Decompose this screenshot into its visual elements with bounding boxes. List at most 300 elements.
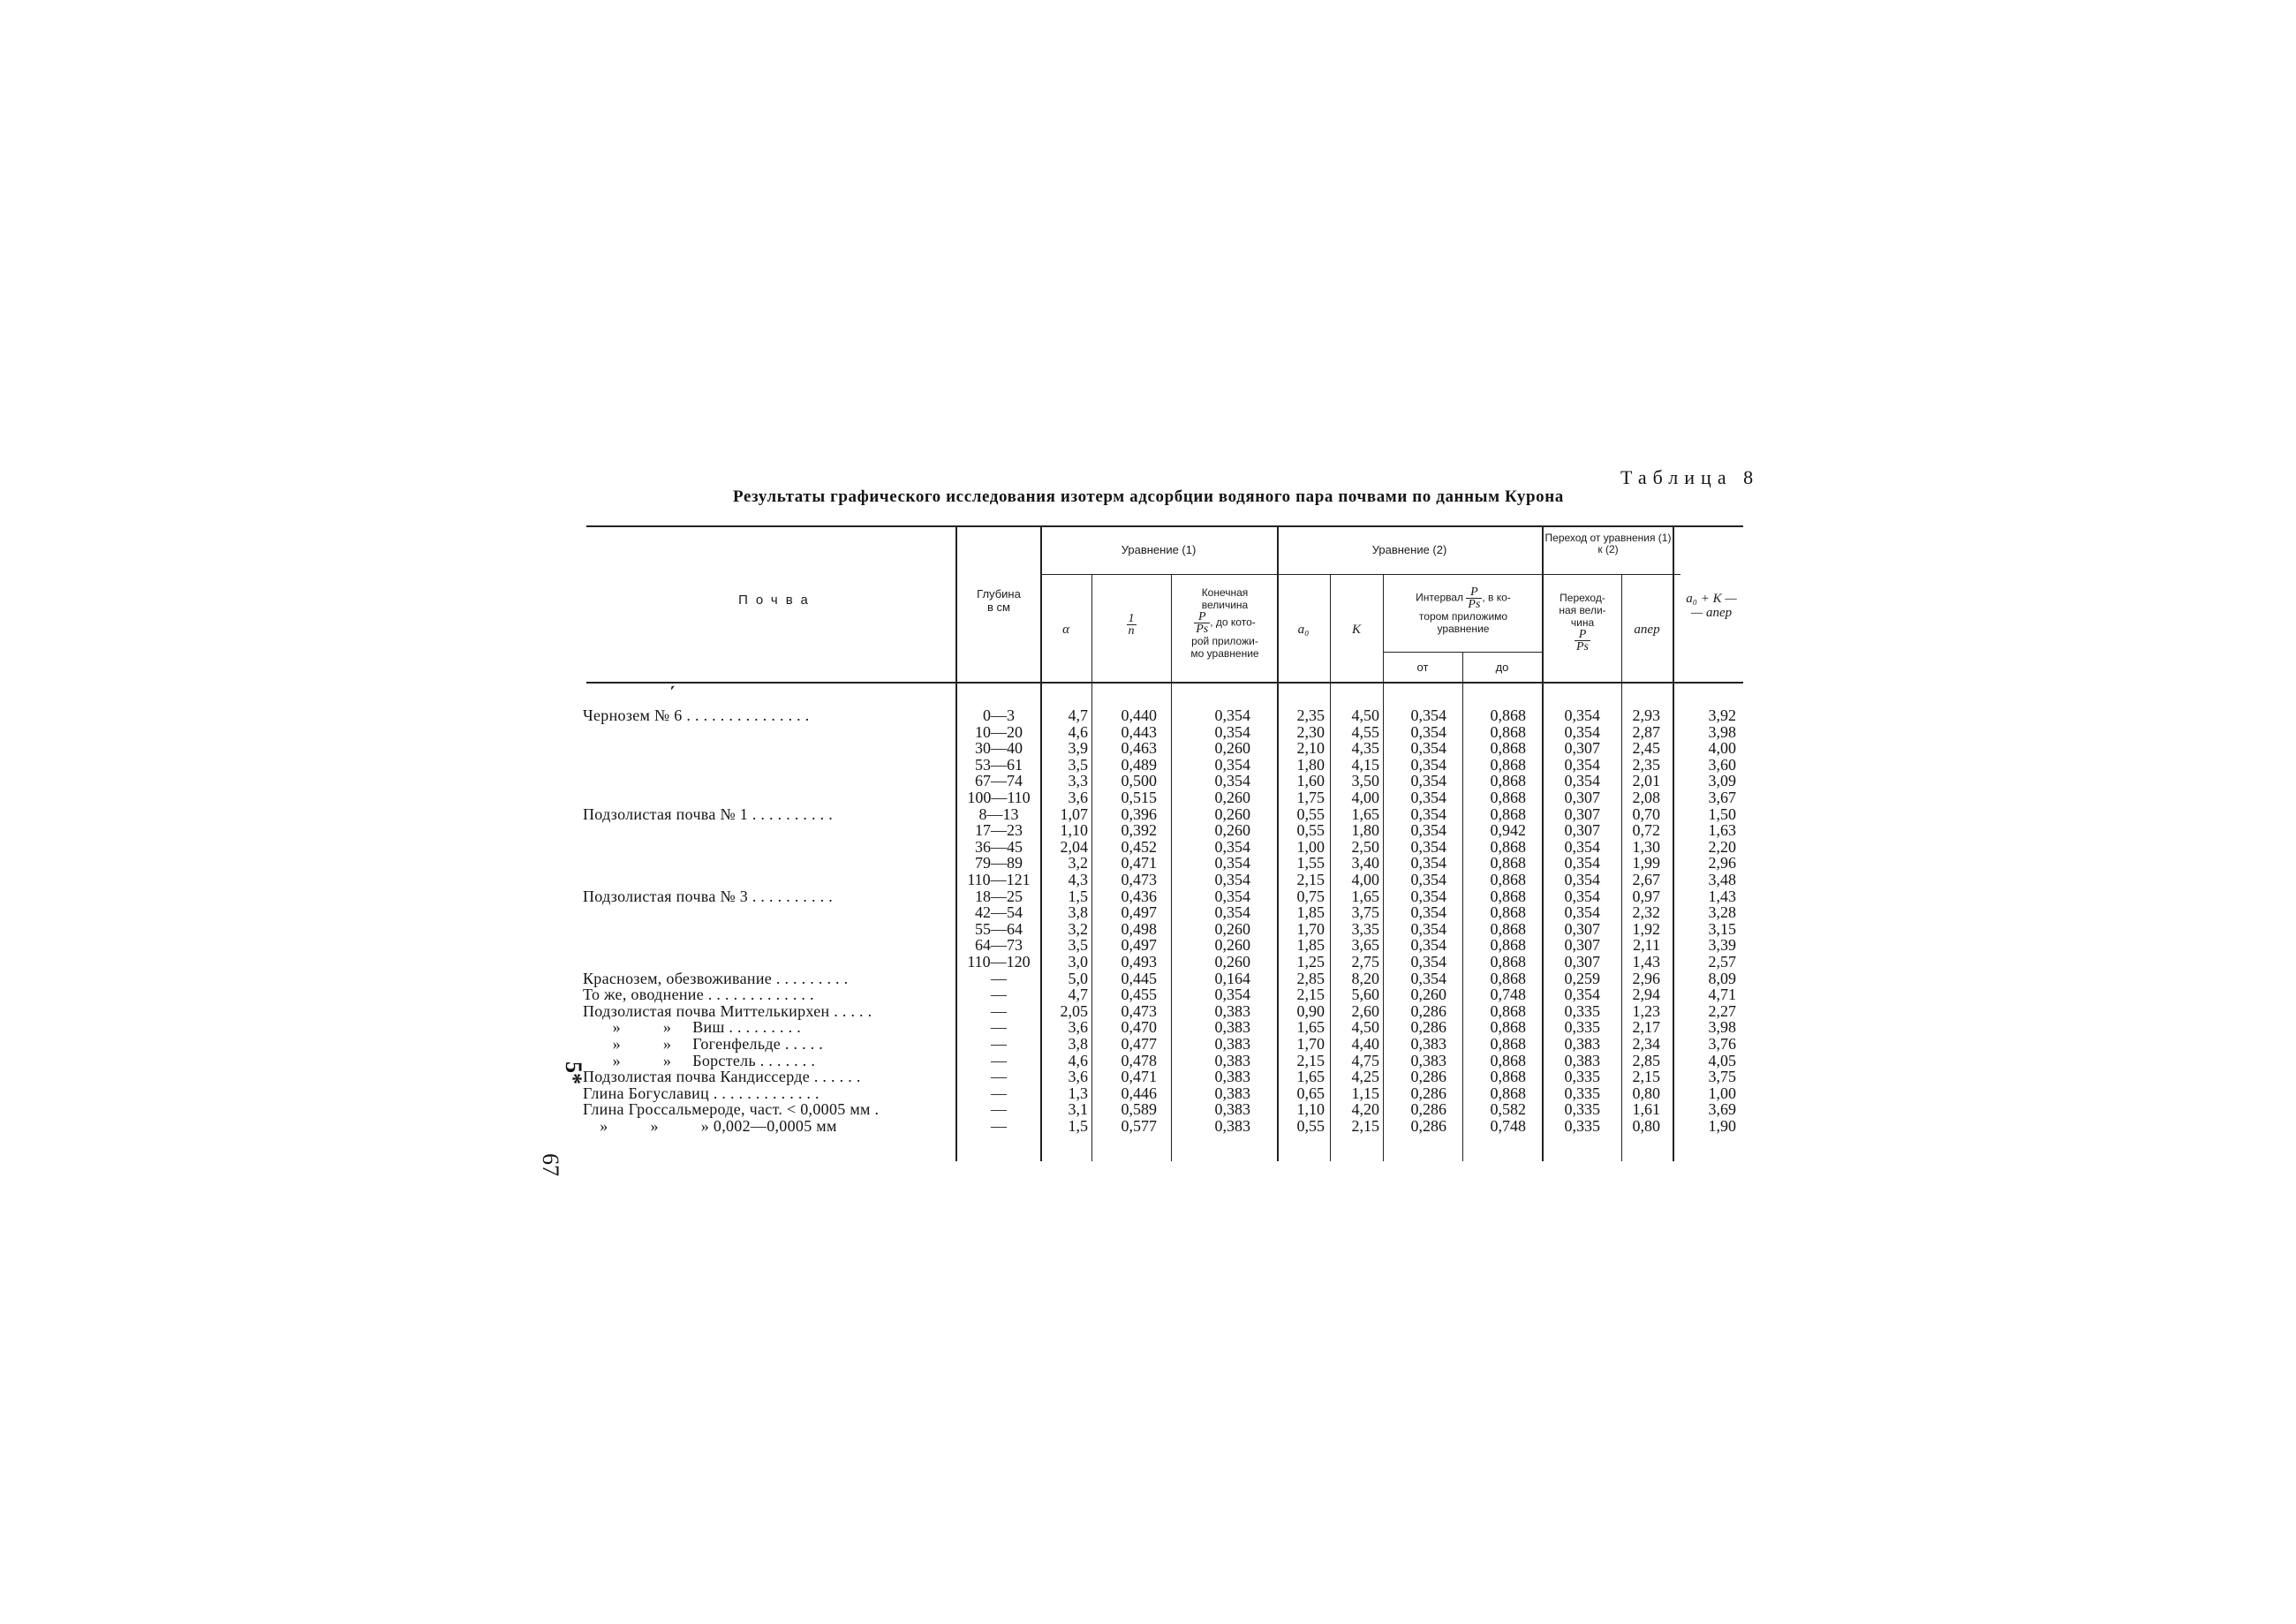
cell-a0: 1,00 [1296,837,1325,856]
cell-a-per: 0,70 [1632,804,1660,823]
signature-mark: 5* [561,1061,586,1084]
cell-a-per: 2,96 [1632,969,1660,987]
cell-inverse-n: 0,452 [1121,837,1157,856]
cell-depth: 64—73 [975,936,1023,955]
cell-a-per: 2,87 [1632,722,1660,741]
cell-result: 3,98 [1708,722,1736,741]
cell-transition-value: 0,335 [1564,1018,1600,1037]
cell-a-per: 2,45 [1632,739,1660,758]
cell-K: 3,40 [1351,854,1379,872]
cell-a0: 1,70 [1296,1035,1325,1053]
cell-interval-to: 0,868 [1490,887,1526,905]
cell-depth: 30—40 [975,739,1023,758]
cell-K: 2,60 [1351,1001,1379,1020]
cell-final-value: 0,354 [1214,722,1250,741]
cell-interval-from: 0,354 [1410,936,1446,955]
cell-K: 4,00 [1351,789,1379,806]
cell-alpha: 3,8 [1068,903,1088,922]
cell-depth: — [991,1117,1007,1135]
header-result [1674,592,1748,620]
cell-depth: — [991,969,1007,987]
table-top-rule [586,525,1743,527]
header-K-symbol: K [1351,623,1361,637]
cell-depth: 55—64 [975,919,1023,938]
cell-result: 3,75 [1708,1068,1736,1086]
cell-interval-to: 0,868 [1490,1018,1526,1037]
cell-interval-to: 0,868 [1490,789,1526,806]
cell-inverse-n: 0,473 [1121,1001,1157,1020]
cell-interval-from: 0,354 [1410,739,1446,758]
cell-K: 4,40 [1351,1035,1379,1053]
cell-interval-to: 0,868 [1490,969,1526,987]
cell-result: 1,00 [1708,1084,1736,1102]
header-to: до [1495,661,1509,674]
cell-final-value: 0,260 [1214,804,1250,823]
cell-result: 1,63 [1708,821,1736,840]
cell-K: 2,50 [1351,837,1379,856]
cell-interval-from: 0,383 [1410,1035,1446,1053]
cell-alpha: 1,5 [1068,887,1088,905]
header-inverse-n-fraction [1127,613,1137,637]
cell-interval-to: 0,868 [1490,854,1526,872]
cell-a0: 0,90 [1296,1001,1325,1020]
header-a0-symbol: a₀ [1297,623,1310,637]
cell-interval-from: 0,354 [1410,969,1446,987]
cell-depth: 110—120 [967,953,1031,971]
cell-inverse-n: 0,497 [1121,936,1157,955]
cell-inverse-n: 0,493 [1121,953,1157,971]
cell-interval-to: 0,748 [1490,1117,1526,1135]
cell-a0: 1,55 [1296,854,1325,872]
cell-result: 4,05 [1708,1051,1736,1069]
cell-transition-value: 0,354 [1564,871,1600,888]
cell-interval-to: 0,582 [1490,1100,1526,1119]
cell-result: 2,20 [1708,837,1736,856]
cell-interval-from: 0,354 [1410,919,1446,938]
cell-depth: 110—121 [967,871,1031,888]
cell-a0: 2,35 [1296,706,1325,724]
col-rule [1462,652,1463,1161]
cell-depth: — [991,1068,1007,1086]
cell-a0: 2,30 [1296,722,1325,741]
frac-num: P [1466,586,1482,599]
cell-interval-to: 0,868 [1490,936,1526,955]
cell-transition-value: 0,335 [1564,1068,1600,1086]
cell-alpha: 3,8 [1068,1035,1088,1053]
cell-interval-from: 0,286 [1410,1084,1446,1102]
cell-soil: Глина Богуславиц . . . . . . . . . . . . . [583,1084,819,1102]
cell-inverse-n: 0,577 [1121,1117,1157,1135]
cell-depth: 53—61 [975,755,1023,774]
cell-final-value: 0,354 [1214,837,1250,856]
cell-a-per: 0,80 [1632,1117,1660,1135]
col-rule [1091,574,1092,1161]
cell-a-per: 1,92 [1632,919,1660,938]
cell-alpha: 4,7 [1068,706,1088,724]
cell-depth: — [991,1100,1007,1119]
header-interval-fraction [1466,586,1482,610]
cell-K: 4,50 [1351,1018,1379,1037]
header-result-expr2: — aпер [1690,606,1733,620]
header-interval-prefix: Интервал [1416,591,1464,604]
cell-interval-to: 0,868 [1490,919,1526,938]
cell-interval-to: 0,868 [1490,953,1526,971]
cell-interval-to: 0,868 [1490,1001,1526,1020]
cell-inverse-n: 0,497 [1121,903,1157,922]
page-number: 67 [538,1153,563,1176]
cell-interval-from: 0,354 [1410,821,1446,840]
cell-final-value: 0,383 [1214,1018,1250,1037]
cell-K: 1,65 [1351,804,1379,823]
cell-interval-from: 0,354 [1410,953,1446,971]
cell-soil: Подзолистая почва № 3 . . . . . . . . . . [583,887,834,905]
cell-result: 1,50 [1708,804,1736,823]
cell-a0: 1,25 [1296,953,1325,971]
cell-a-per: 2,11 [1633,936,1660,955]
cell-result: 3,15 [1708,919,1736,938]
cell-final-value: 0,383 [1214,1001,1250,1020]
cell-K: 1,65 [1351,887,1379,905]
cell-a-per: 2,67 [1632,871,1660,888]
cell-depth: — [991,1084,1007,1102]
cell-soil: Глина Гроссальмероде, част. < 0,0005 мм . [583,1100,880,1119]
ink-tick-mark: ˊ [667,681,682,705]
cell-soil: » » Борстель . . . . . . . [583,1051,816,1069]
cell-a-per: 2,35 [1632,755,1660,774]
frac-num: P [1575,629,1590,641]
cell-alpha: 4,7 [1068,986,1088,1004]
header-bottom-rule [586,682,1743,684]
cell-a-per: 1,99 [1632,854,1660,872]
cell-alpha: 1,3 [1068,1084,1088,1102]
cell-final-value: 0,354 [1214,772,1250,790]
cell-K: 4,75 [1351,1051,1379,1069]
col-rule [1171,574,1172,1161]
group-rule [1040,574,1680,575]
header-interval [1385,586,1542,635]
cell-inverse-n: 0,471 [1121,854,1157,872]
header-transition: Переход от уравнения (1) к (2) [1545,532,1672,555]
cell-interval-to: 0,868 [1490,706,1526,724]
cell-interval-to: 0,868 [1490,1068,1526,1086]
cell-soil: Подзолистая почва Кандиссерде . . . . . . [583,1068,861,1086]
cell-alpha: 1,5 [1068,1117,1088,1135]
cell-a-per: 2,93 [1632,706,1660,724]
cell-interval-from: 0,354 [1410,837,1446,856]
cell-interval-from: 0,354 [1410,755,1446,774]
cell-a0: 0,75 [1296,887,1325,905]
cell-final-value: 0,354 [1214,706,1250,724]
cell-transition-value: 0,307 [1564,936,1600,955]
cell-interval-to: 0,868 [1490,772,1526,790]
cell-alpha: 2,04 [1060,837,1088,856]
header-final-fraction [1194,611,1210,635]
header-transition-value [1544,592,1621,653]
header-trans-fraction [1575,629,1590,653]
cell-a-per: 2,15 [1632,1068,1660,1086]
header-soil: Почва [738,593,816,608]
cell-K: 4,55 [1351,722,1379,741]
cell-alpha: 3,6 [1068,789,1088,806]
header-depth-line2: в см [987,601,1010,614]
cell-soil: То же, оводнение . . . . . . . . . . . . . [583,986,814,1004]
cell-interval-from: 0,383 [1410,1051,1446,1069]
cell-inverse-n: 0,392 [1121,821,1157,840]
cell-interval-to: 0,868 [1490,903,1526,922]
cell-depth: 79—89 [975,854,1023,872]
cell-interval-to: 0,868 [1490,1051,1526,1069]
cell-a-per: 1,43 [1632,953,1660,971]
cell-transition-value: 0,354 [1564,755,1600,774]
cell-inverse-n: 0,589 [1121,1100,1157,1119]
cell-transition-value: 0,354 [1564,772,1600,790]
cell-a0: 2,15 [1296,1051,1325,1069]
cell-a-per: 1,30 [1632,837,1660,856]
header-final-line3 [1173,611,1277,635]
cell-transition-value: 0,354 [1564,887,1600,905]
cell-final-value: 0,383 [1214,1084,1250,1102]
cell-transition-value: 0,335 [1564,1117,1600,1135]
cell-depth: 36—45 [975,837,1023,856]
cell-interval-from: 0,354 [1410,772,1446,790]
cell-a0: 0,55 [1296,804,1325,823]
cell-result: 3,39 [1708,936,1736,955]
cell-transition-value: 0,307 [1564,739,1600,758]
cell-depth: 100—110 [967,789,1031,806]
cell-transition-value: 0,354 [1564,706,1600,724]
cell-interval-from: 0,286 [1410,1117,1446,1135]
header-result-line1 [1674,592,1748,606]
header-interval-line1 [1385,586,1542,610]
cell-result: 2,96 [1708,854,1736,872]
cell-inverse-n: 0,463 [1121,739,1157,758]
cell-transition-value: 0,259 [1564,969,1600,987]
cell-inverse-n: 0,500 [1121,772,1157,790]
cell-result: 8,09 [1708,969,1736,987]
table-label: Таблица 8 [1620,466,1760,488]
cell-interval-to: 0,868 [1490,739,1526,758]
cell-result: 3,98 [1708,1018,1736,1037]
header-final-line5: мо уравнение [1190,647,1259,660]
frac-den: n [1128,624,1135,638]
cell-final-value: 0,383 [1214,1035,1250,1053]
cell-alpha: 3,0 [1068,953,1088,971]
cell-transition-value: 0,335 [1564,1084,1600,1102]
cell-soil: Краснозем, обезвоживание . . . . . . . . . [583,969,849,987]
cell-K: 2,15 [1351,1117,1379,1135]
cell-interval-to: 0,868 [1490,1084,1526,1102]
cell-interval-from: 0,354 [1410,722,1446,741]
frac-den: Ps [1576,640,1589,653]
cell-interval-to: 0,748 [1490,986,1526,1004]
cell-inverse-n: 0,446 [1121,1084,1157,1102]
header-result-line2 [1674,606,1748,620]
col-rule [955,525,957,1161]
header-from: от [1416,661,1429,674]
cell-alpha: 4,6 [1068,1051,1088,1069]
cell-K: 5,60 [1351,986,1379,1004]
cell-final-value: 0,354 [1214,903,1250,922]
cell-soil: Чернозем № 6 . . . . . . . . . . . . . . . [583,706,810,724]
cell-final-value: 0,354 [1214,854,1250,872]
cell-transition-value: 0,307 [1564,789,1600,806]
cell-depth: 10—20 [975,722,1023,741]
header-depth-line1: Глубина [977,587,1021,601]
cell-K: 8,20 [1351,969,1379,987]
cell-alpha: 1,07 [1060,804,1088,823]
cell-interval-to: 0,868 [1490,871,1526,888]
cell-result: 3,09 [1708,772,1736,790]
cell-soil: » » Виш . . . . . . . . . [583,1018,801,1037]
cell-alpha: 3,1 [1068,1100,1088,1119]
cell-a0: 2,85 [1296,969,1325,987]
header-equation-1: Уравнение (1) [1121,543,1197,556]
cell-K: 4,50 [1351,706,1379,724]
cell-inverse-n: 0,443 [1121,722,1157,741]
cell-a0: 1,70 [1296,919,1325,938]
cell-a-per: 2,94 [1632,986,1660,1004]
cell-transition-value: 0,354 [1564,837,1600,856]
cell-a-per: 2,01 [1632,772,1660,790]
cell-final-value: 0,383 [1214,1117,1250,1135]
cell-interval-to: 0,868 [1490,1035,1526,1053]
cell-a0: 1,85 [1296,903,1325,922]
cell-alpha: 3,3 [1068,772,1088,790]
cell-alpha: 5,0 [1068,969,1088,987]
header-depth [957,587,1040,614]
cell-alpha: 3,9 [1068,739,1088,758]
cell-soil: » » » 0,002—0,0005 мм [583,1117,837,1135]
cell-interval-from: 0,354 [1410,903,1446,922]
cell-result: 3,76 [1708,1035,1736,1053]
cell-a0: 1,80 [1296,755,1325,774]
cell-a0: 0,65 [1296,1084,1325,1102]
cell-a0: 1,65 [1296,1068,1325,1086]
cell-result: 3,92 [1708,706,1736,724]
cell-result: 3,67 [1708,789,1736,806]
cell-final-value: 0,354 [1214,887,1250,905]
cell-a0: 0,55 [1296,821,1325,840]
cell-depth: 42—54 [975,903,1023,922]
cell-interval-from: 0,354 [1410,706,1446,724]
cell-alpha: 3,6 [1068,1018,1088,1037]
cell-a0: 0,55 [1296,1117,1325,1135]
cell-result: 4,00 [1708,739,1736,758]
cell-final-value: 0,260 [1214,739,1250,758]
cell-a0: 2,10 [1296,739,1325,758]
cell-interval-from: 0,354 [1410,887,1446,905]
cell-alpha: 3,5 [1068,755,1088,774]
cell-depth: — [991,986,1007,1004]
header-a-per [1621,623,1673,637]
header-result-expr1: a₀ + K — [1686,592,1737,606]
cell-transition-value: 0,383 [1564,1051,1600,1069]
header-final-line1: Конечная [1201,586,1249,599]
cell-a-per: 0,72 [1632,821,1660,840]
header-trans-line4 [1544,629,1621,653]
cell-a-per: 2,34 [1632,1035,1660,1053]
cell-final-value: 0,383 [1214,1051,1250,1069]
cell-transition-value: 0,307 [1564,821,1600,840]
cell-K: 4,20 [1351,1100,1379,1119]
cell-final-value: 0,260 [1214,789,1250,806]
header-final-value [1173,586,1277,660]
cell-result: 2,57 [1708,953,1736,971]
cell-interval-from: 0,286 [1410,1018,1446,1037]
cell-a0: 2,15 [1296,871,1325,888]
header-inverse-n [1091,613,1171,637]
frac-den: Ps [1196,623,1209,636]
cell-inverse-n: 0,470 [1121,1018,1157,1037]
cell-interval-to: 0,868 [1490,804,1526,823]
cell-final-value: 0,354 [1214,871,1250,888]
header-final-suffix: , до кото- [1210,616,1256,629]
cell-inverse-n: 0,473 [1121,871,1157,888]
cell-depth: — [991,1051,1007,1069]
cell-inverse-n: 0,455 [1121,986,1157,1004]
cell-final-value: 0,383 [1214,1068,1250,1086]
cell-depth: — [991,1018,1007,1037]
cell-final-value: 0,354 [1214,986,1250,1004]
header-K [1330,623,1383,637]
cell-interval-from: 0,260 [1410,986,1446,1004]
cell-interval-to: 0,868 [1490,722,1526,741]
cell-interval-from: 0,286 [1410,1100,1446,1119]
header-alpha [1040,623,1091,637]
header-a0 [1277,623,1330,637]
cell-K: 4,25 [1351,1068,1379,1086]
cell-depth: 8—13 [978,804,1019,823]
cell-K: 4,15 [1351,755,1379,774]
cell-interval-to: 0,942 [1490,821,1526,840]
cell-final-value: 0,164 [1214,969,1250,987]
cell-alpha: 3,2 [1068,919,1088,938]
cell-interval-from: 0,354 [1410,871,1446,888]
cell-inverse-n: 0,440 [1121,706,1157,724]
cell-K: 3,50 [1351,772,1379,790]
cell-result: 3,48 [1708,871,1736,888]
cell-result: 2,27 [1708,1001,1736,1020]
cell-depth: — [991,1035,1007,1053]
cell-result: 3,60 [1708,755,1736,774]
header-trans-line2: ная вели- [1559,604,1606,616]
cell-interval-to: 0,868 [1490,755,1526,774]
cell-K: 1,15 [1351,1084,1379,1102]
cell-inverse-n: 0,478 [1121,1051,1157,1069]
cell-a0: 2,15 [1296,986,1325,1004]
cell-a0: 1,75 [1296,789,1325,806]
frac-num: 1 [1128,612,1135,625]
cell-a-per: 1,23 [1632,1001,1660,1020]
cell-interval-from: 0,354 [1410,804,1446,823]
cell-inverse-n: 0,471 [1121,1068,1157,1086]
cell-a-per: 2,32 [1632,903,1660,922]
cell-K: 2,75 [1351,953,1379,971]
cell-a0: 1,60 [1296,772,1325,790]
cell-depth: 18—25 [975,887,1023,905]
cell-transition-value: 0,354 [1564,722,1600,741]
cell-depth: — [991,1001,1007,1020]
cell-inverse-n: 0,436 [1121,887,1157,905]
cell-inverse-n: 0,477 [1121,1035,1157,1053]
cell-final-value: 0,260 [1214,821,1250,840]
cell-a0: 1,85 [1296,936,1325,955]
cell-K: 3,35 [1351,919,1379,938]
header-trans-line3: чина [1570,616,1595,629]
cell-transition-value: 0,383 [1564,1035,1600,1053]
cell-transition-value: 0,307 [1564,919,1600,938]
cell-inverse-n: 0,396 [1121,804,1157,823]
